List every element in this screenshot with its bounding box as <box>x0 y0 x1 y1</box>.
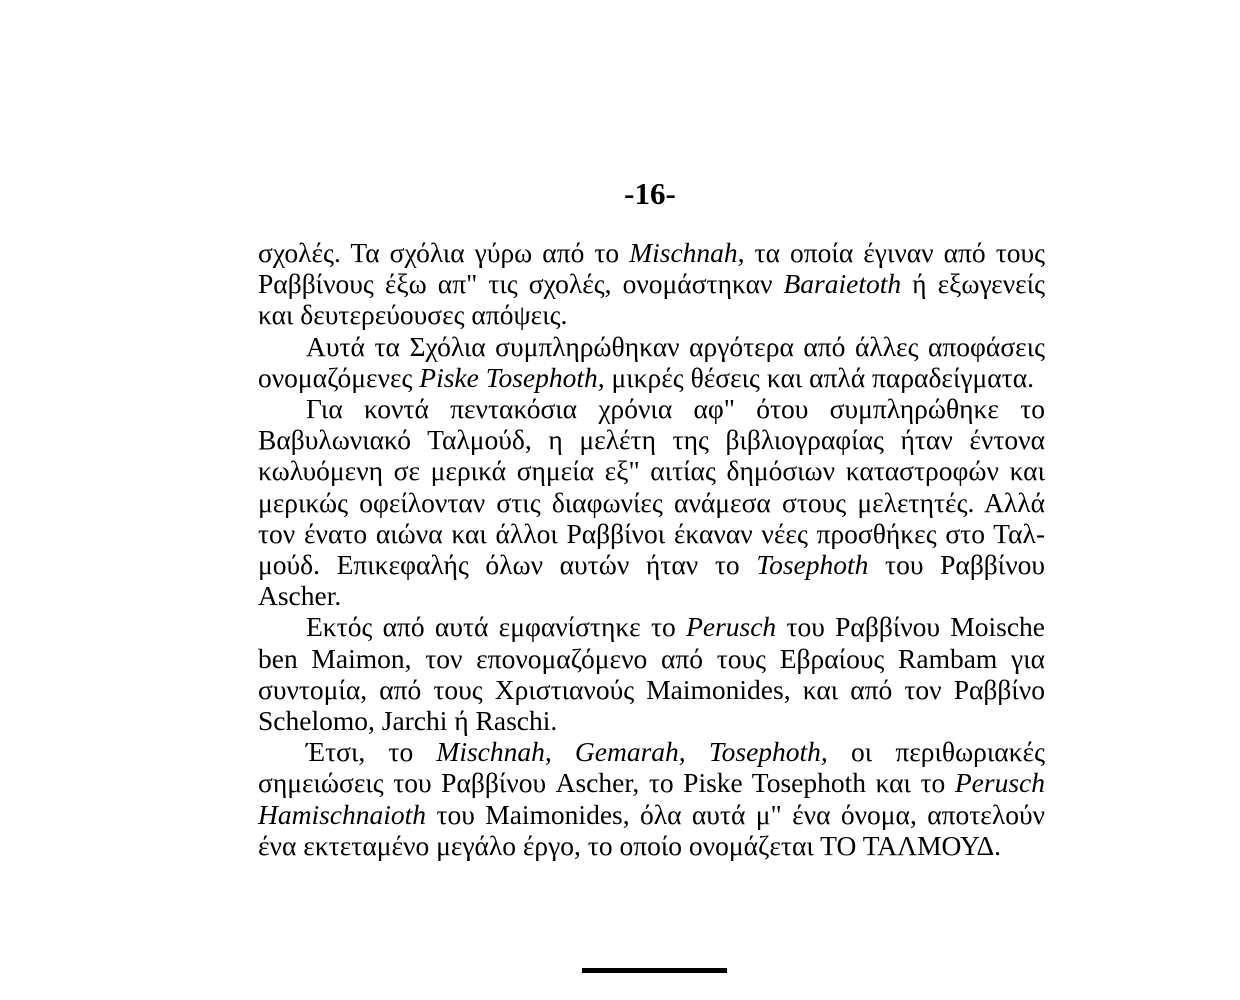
text-run: Αυτά τα Σχόλια συμπληρώθηκαν αργότερα από άλλες αποφάσεις ονομαζόμενες <box>258 330 1045 393</box>
paragraph <box>258 331 1045 393</box>
text-run: Έτσι, το <box>306 736 437 768</box>
italic-term: Mischnah, Gemarah, Tosephoth, <box>436 736 828 768</box>
paragraph <box>258 393 1045 611</box>
text-run: ή εξωγενείς και δευτερεύουσες απόψεις. <box>258 268 1045 331</box>
italic-term: Baraietoth <box>783 268 902 300</box>
text-run: του Ραββίνου Ascher. <box>258 549 1045 612</box>
text-run: Εκτός από αυτά εμφανίστηκε το <box>306 611 687 643</box>
paragraph <box>258 237 1045 331</box>
italic-term: Piske Tosephoth, <box>419 361 605 393</box>
text-run: οι περιθωριακές σημειώσεις του Ραββίνου Ascher, το Piske Tosephoth και το <box>258 736 1045 799</box>
text-run: σχολές. Τα σχόλια γύρω από το <box>258 237 630 268</box>
text-run: μικρές θέσεις και απλά παραδείγματα. <box>604 361 1034 393</box>
text-run: του Maimonides, όλα αυτά μ" ένα όνομα, αποτελούν ένα εκτεταμένο μεγάλο έργο, το οποίο ονομάζεται ΤΟ ΤΑΛΜΟΥΔ. <box>258 798 1045 861</box>
bottom-rule <box>582 968 727 973</box>
italic-term: Mischnah, <box>629 237 745 268</box>
text-run: Για κοντά πεντακόσια χρόνια αφ" ότου συμπληρώθηκε το Βαβυλωνιακό Ταλμούδ, η μελέτη της βιβλιογραφίας ήταν έντονα κωλυόμενη σε μερικά σημεία εξ" αιτίας δημόσιων καταστροφών και μερικώς οφείλονταν στις διαφωνίες ανάμεσα στους μελετητές. Αλλά τον ένατο αιώνα και άλλοι Ραββίνοι έκαναν νέες προσθήκες στο Ταλ-μούδ. Επικεφαλής όλων αυτών ήταν το <box>258 393 1045 581</box>
page-number: -16- <box>624 176 676 211</box>
italic-term: Perusch Hamischnaioth <box>258 767 1045 830</box>
italic-term: Tosephoth <box>756 549 869 581</box>
paragraph <box>258 611 1045 736</box>
italic-term: Perusch <box>686 611 777 643</box>
text-run: του Ραββίνου Moische ben Maimon, τον επονομαζόμενο από τους Εβραίους Rambam για συντομία, από τους Χριστιανούς Maimonides, και από τον Ραββίνο Schelomo, Jarchi ή Raschi. <box>258 611 1045 737</box>
body-text <box>258 237 1045 861</box>
paragraph <box>258 736 1045 861</box>
text-run: τα οποία έγιναν από τους Ραββίνους έξω απ" τις σχολές, ονομάστηκαν <box>258 237 1046 300</box>
